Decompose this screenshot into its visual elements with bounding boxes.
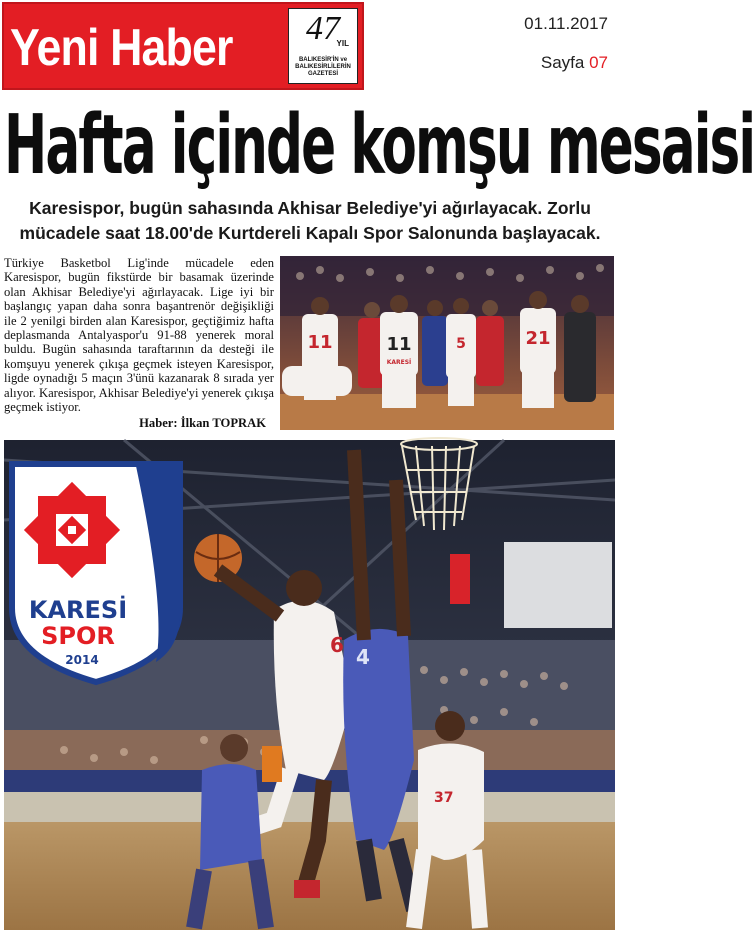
badge-yil: YIL	[336, 39, 349, 48]
jersey-side-number: 37	[434, 790, 454, 806]
subheadline: Karesispor, bugün sahasında Akhisar Belediye'yi ağırlayacak. Zorlu mücadele saat 18.00'de Kurtdereli Kapalı Spor Salonunda başlayacak.	[19, 198, 601, 243]
page-number-value: 07	[589, 53, 608, 72]
page-number	[541, 53, 608, 73]
jersey-front-number: 6	[330, 633, 344, 657]
logo-line-2: SPOR	[41, 622, 115, 650]
badge-subtitle: BALIKESİR'İN ve BALIKESİRLİLERİN GAZETESİ	[295, 57, 351, 77]
jersey-number-3: 5	[456, 336, 466, 352]
masthead	[2, 2, 364, 90]
newspaper-title: Yeni Haber	[10, 19, 233, 77]
karesi-spor-logo	[6, 458, 186, 686]
anniversary-badge	[288, 8, 358, 84]
jersey-back-number: 4	[356, 645, 370, 669]
page-label: Sayfa	[540, 53, 585, 72]
jersey-number-4: 21	[525, 328, 551, 349]
jersey-number-1: 11	[307, 332, 333, 353]
headline: Hafta içinde komşu mesaisi	[4, 98, 754, 193]
logo-line-1: KARESİ	[28, 596, 128, 624]
badge-number: 47	[306, 10, 340, 47]
team-lineup-photo	[280, 256, 614, 430]
jersey-text: KARESİ	[386, 359, 412, 366]
logo-year: 2014	[65, 653, 99, 667]
jersey-number-2: 11	[386, 334, 412, 355]
article-body: Türkiye Basketbol Lig'inde mücadele eden Karesispor, bugün fikstürde bir basamak üzerinde olan Akhisar Belediye'yi ağırlayacak. Lige iyi bir başlangıç yapan daha sonra başantrenör değişikliği ile 2 yenilgi birden alan Karesispor, geçtiğimiz hafta deplasmanda Antalyaspor'u 91-88 yenerek moral buldu. Bugün sahasında taraftarının da desteği ile komşuyu yenerek çıkışa geçmek isteyen Karesispor, ligde oynadığı 5 maçın 3'ünü kazanarak 8 sırada yer alıyor. Karesispor, Akhisar Belediye'yi yenerek çıkışa geçmek istiyor.	[4, 256, 275, 415]
byline: Haber: İlkan TOPRAK	[139, 416, 266, 430]
issue-date: 01.11.2017	[524, 14, 608, 33]
